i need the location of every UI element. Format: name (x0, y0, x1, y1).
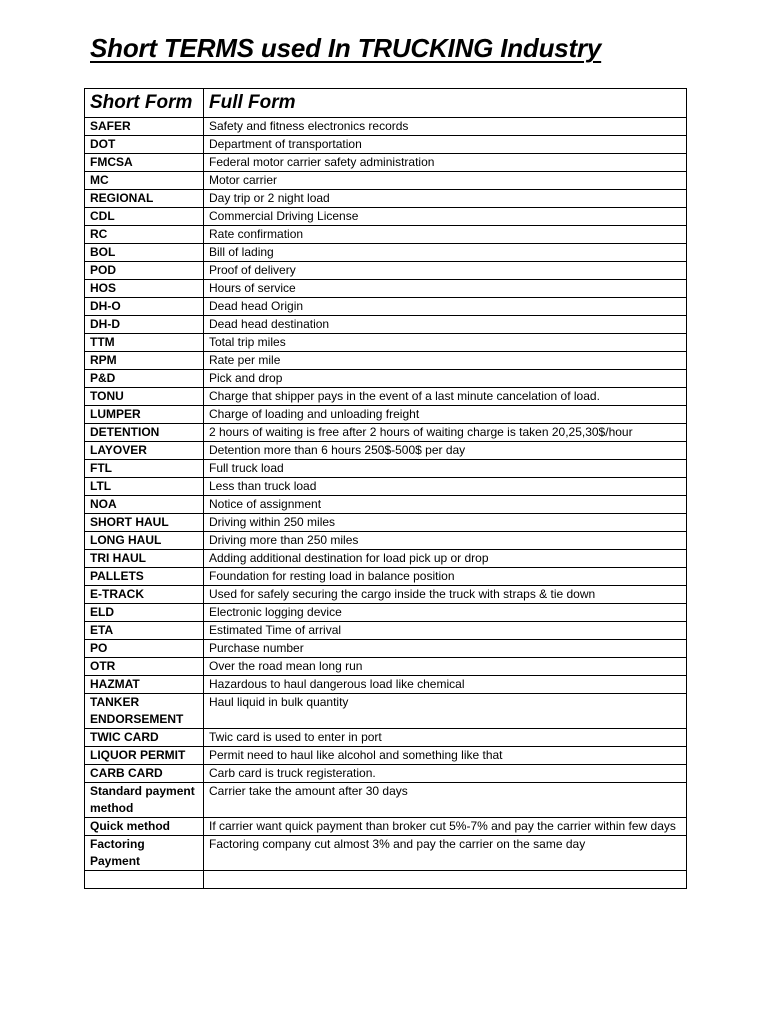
table-row (85, 316, 687, 334)
short-form-cell: P&D (85, 370, 204, 388)
short-form-cell: SHORT HAUL (85, 514, 204, 532)
full-form-cell: Purchase number (204, 640, 687, 658)
table-row (85, 604, 687, 622)
full-form-cell: Motor carrier (204, 172, 687, 190)
full-form-cell: Hours of service (204, 280, 687, 298)
full-form-cell: Used for safely securing the cargo inside the truck with straps & tie down (204, 586, 687, 604)
table-row (85, 118, 687, 136)
full-form-cell: Haul liquid in bulk quantity (204, 694, 687, 729)
short-form-cell: CARB CARD (85, 765, 204, 783)
full-form-cell: Detention more than 6 hours 250$-500$ per day (204, 442, 687, 460)
table-row (85, 729, 687, 747)
table-row (85, 370, 687, 388)
full-form-cell: Charge of loading and unloading freight (204, 406, 687, 424)
short-form-cell (85, 871, 204, 889)
table-row (85, 765, 687, 783)
short-form-cell: DETENTION (85, 424, 204, 442)
short-form-cell: TTM (85, 334, 204, 352)
table-body (85, 118, 687, 889)
table-row (85, 406, 687, 424)
short-form-cell: LAYOVER (85, 442, 204, 460)
table-row (85, 424, 687, 442)
terms-table (84, 88, 687, 889)
table-header-row (85, 89, 687, 118)
table-row (85, 154, 687, 172)
short-form-cell: LUMPER (85, 406, 204, 424)
short-form-cell: FTL (85, 460, 204, 478)
full-form-cell: Department of transportation (204, 136, 687, 154)
short-form-cell: ELD (85, 604, 204, 622)
full-form-cell: Driving more than 250 miles (204, 532, 687, 550)
short-form-cell: PO (85, 640, 204, 658)
table-row (85, 280, 687, 298)
short-form-cell: Factoring Payment (85, 836, 204, 871)
full-form-cell: Bill of lading (204, 244, 687, 262)
full-form-cell: Adding additional destination for load pick up or drop (204, 550, 687, 568)
short-form-cell: POD (85, 262, 204, 280)
short-form-cell: ETA (85, 622, 204, 640)
full-form-cell: Carrier take the amount after 30 days (204, 783, 687, 818)
short-form-cell: REGIONAL (85, 190, 204, 208)
full-form-cell: Total trip miles (204, 334, 687, 352)
short-form-cell: DH-D (85, 316, 204, 334)
short-form-cell: TANKER ENDORSEMENT (85, 694, 204, 729)
table-row (85, 208, 687, 226)
table-row (85, 262, 687, 280)
full-form-cell: Electronic logging device (204, 604, 687, 622)
full-form-cell: Over the road mean long run (204, 658, 687, 676)
table-row (85, 244, 687, 262)
table-row (85, 747, 687, 765)
table-row (85, 136, 687, 154)
short-form-cell: BOL (85, 244, 204, 262)
short-form-cell: RC (85, 226, 204, 244)
short-form-cell: RPM (85, 352, 204, 370)
full-form-cell: Estimated Time of arrival (204, 622, 687, 640)
short-form-cell: DOT (85, 136, 204, 154)
short-form-cell: Standard payment method (85, 783, 204, 818)
full-form-cell: Day trip or 2 night load (204, 190, 687, 208)
short-form-cell: MC (85, 172, 204, 190)
short-form-cell: LONG HAUL (85, 532, 204, 550)
full-form-cell: Twic card is used to enter in port (204, 729, 687, 747)
table-row (85, 871, 687, 889)
table-row (85, 676, 687, 694)
table-row (85, 568, 687, 586)
table-row (85, 334, 687, 352)
table-row (85, 836, 687, 871)
table-row (85, 818, 687, 836)
header-full-form: Full Form (204, 89, 687, 118)
short-form-cell: E-TRACK (85, 586, 204, 604)
table-row (85, 190, 687, 208)
short-form-cell: HOS (85, 280, 204, 298)
header-short-form: Short Form (85, 89, 204, 118)
full-form-cell: Driving within 250 miles (204, 514, 687, 532)
table-row (85, 172, 687, 190)
table-row (85, 352, 687, 370)
short-form-cell: PALLETS (85, 568, 204, 586)
page-title: Short TERMS used In TRUCKING Industry (90, 33, 602, 63)
full-form-cell: Full truck load (204, 460, 687, 478)
short-form-cell: OTR (85, 658, 204, 676)
table-row (85, 783, 687, 818)
table-row (85, 442, 687, 460)
full-form-cell: Carb card is truck registeration. (204, 765, 687, 783)
table-row (85, 514, 687, 532)
full-form-cell: Hazardous to haul dangerous load like chemical (204, 676, 687, 694)
table-row (85, 478, 687, 496)
short-form-cell: LIQUOR PERMIT (85, 747, 204, 765)
table-row (85, 658, 687, 676)
short-form-cell: TRI HAUL (85, 550, 204, 568)
full-form-cell: Rate confirmation (204, 226, 687, 244)
table-row (85, 640, 687, 658)
full-form-cell: Proof of delivery (204, 262, 687, 280)
full-form-cell: Pick and drop (204, 370, 687, 388)
table-row (85, 622, 687, 640)
full-form-cell: Charge that shipper pays in the event of a last minute cancelation of load. (204, 388, 687, 406)
full-form-cell: Permit need to haul like alcohol and something like that (204, 747, 687, 765)
table-row (85, 298, 687, 316)
full-form-cell: Dead head Origin (204, 298, 687, 316)
short-form-cell: DH-O (85, 298, 204, 316)
full-form-cell (204, 871, 687, 889)
table-row (85, 550, 687, 568)
full-form-cell: Foundation for resting load in balance position (204, 568, 687, 586)
table-row (85, 226, 687, 244)
table-row (85, 460, 687, 478)
table-row (85, 586, 687, 604)
full-form-cell: Notice of assignment (204, 496, 687, 514)
short-form-cell: TWIC CARD (85, 729, 204, 747)
full-form-cell: Safety and fitness electronics records (204, 118, 687, 136)
full-form-cell: Commercial Driving License (204, 208, 687, 226)
table-row (85, 388, 687, 406)
short-form-cell: HAZMAT (85, 676, 204, 694)
full-form-cell: Rate per mile (204, 352, 687, 370)
full-form-cell: Dead head destination (204, 316, 687, 334)
short-form-cell: SAFER (85, 118, 204, 136)
full-form-cell: Less than truck load (204, 478, 687, 496)
short-form-cell: TONU (85, 388, 204, 406)
short-form-cell: CDL (85, 208, 204, 226)
full-form-cell: Federal motor carrier safety administration (204, 154, 687, 172)
table-row (85, 532, 687, 550)
full-form-cell: If carrier want quick payment than broker cut 5%-7% and pay the carrier within few days (204, 818, 687, 836)
short-form-cell: LTL (85, 478, 204, 496)
full-form-cell: Factoring company cut almost 3% and pay the carrier on the same day (204, 836, 687, 871)
short-form-cell: Quick method (85, 818, 204, 836)
table-row (85, 694, 687, 729)
short-form-cell: NOA (85, 496, 204, 514)
full-form-cell: 2 hours of waiting is free after 2 hours of waiting charge is taken 20,25,30$/hour (204, 424, 687, 442)
short-form-cell: FMCSA (85, 154, 204, 172)
table-row (85, 496, 687, 514)
